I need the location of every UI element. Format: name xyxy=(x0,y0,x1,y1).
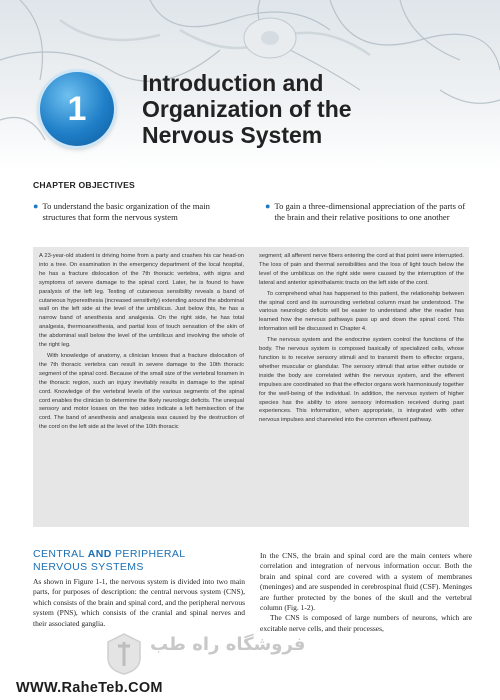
body-paragraph: In the CNS, the brain and spinal cord are the main centers where correlation and integration of nervous information occur. Both the brain and spinal cord are covered with a system of membranes (meninges) and are suspended in cerebrospinal fluid (CSF). Meninges are further protected by the bones of the skull and the vertebral column (Fig. 1-2). xyxy=(260,551,472,613)
chapter-title-line: Introduction and xyxy=(142,70,324,96)
case-paragraph: segment; all afferent nerve fibers entering the cord at that point were interrupted. The loss of pain and thermal sensibilities and the loss of light touch below the level of the umbilicus on the right side were caused by the interruption of the lateral and anterior spinothalamic tracts on the left side of the cord. xyxy=(259,253,464,286)
bullet-icon: ● xyxy=(265,201,271,211)
objective-text: To gain a three-dimensional appreciation of the parts of the brain and their relative positions to one another xyxy=(274,201,466,222)
body-paragraph: As shown in Figure 1-1, the nervous system is divided into two main parts, for purposes of description: the central nervous system (CNS), which consists of the brain and spinal cord, and the peripheral nervous system (PNS), which consists of the cranial and spinal nerves and their associated ganglia. xyxy=(33,577,245,628)
body-paragraph: The CNS is composed of large numbers of neurons, which are excitable nerve cells, and their processes, xyxy=(260,613,472,633)
section-heading-line: NERVOUS SYSTEMS xyxy=(33,561,144,573)
section-heading xyxy=(33,548,243,574)
objective-item xyxy=(33,201,243,222)
case-left-column xyxy=(39,252,244,434)
bullet-icon: ● xyxy=(33,201,39,211)
objective-item xyxy=(265,201,475,222)
objective-text: To understand the basic organization of the main structures that form the nervous system xyxy=(42,201,210,222)
body-left-column xyxy=(33,577,245,629)
watermark-logo-icon xyxy=(104,632,144,676)
case-paragraph: To comprehend what has happened to this patient, the relationship between the spinal cord and its surrounding vertebral column must be understood. The various neurologic deficits will be easier to understand after the reader has learned how the nervous pathways pass up and down the spinal cord. This information will be discussed in Chapter 4. xyxy=(259,290,464,333)
case-paragraph: A 23-year-old student is driving home from a party and crashes his car head-on into a tree. On examination in the emergency department of the local hospital, he has a fracture dislocation of the 7th thoracic vertebra, with signs and symptoms of severe damage to the spinal cord. Later, he is found to have paralysis of the left leg. Testing of cutaneous sensibility reveals a band of cutaneous hyperesthesia (increased sensitivity) extending around the abdominal wall on the left side at the level of the umbilicus. Just below this, he has a narrow band of anesthesia and analgesia. On the right side, he has total analgesia, thermoanesthesia, and partial loss of touch sensation of the skin of the abdominal wall below the level of the umbilicus and involving the whole of the right leg. xyxy=(39,253,244,349)
chapter-number-badge: 1 xyxy=(40,72,114,146)
clinical-case-box xyxy=(33,247,469,527)
chapter-title xyxy=(142,70,442,148)
section-heading-part: CENTRAL xyxy=(33,548,88,560)
chapter-title-line: Nervous System xyxy=(142,122,323,148)
watermark-url[interactable]: WWW.RaheTeb.COM xyxy=(16,680,163,696)
site-watermark xyxy=(0,630,500,700)
chapter-title-line: Organization of the xyxy=(142,96,352,122)
chapter-header xyxy=(0,0,500,170)
case-right-column xyxy=(259,252,464,427)
body-right-column xyxy=(260,551,472,634)
case-paragraph: The nervous system and the endocrine system control the functions of the body. The nervous system is composed basically of specialized cells, whose function is to receive sensory stimuli and to transmit them to effector organs, whether muscular or glandular. The sensory stimuli that arise either outside or inside the body are correlated within the nervous system, and the efferent impulses are coordinated so that the effector organs work harmoniously together for the well-being of the individual. In addition, the nervous system of higher species has the ability to store sensory information received during past experiences. This information, when appropriate, is integrated with other nervous impulses and channeled into the common efferent pathway. xyxy=(259,337,464,424)
watermark-persian-text: فروشگاه راه طب xyxy=(150,634,306,655)
objectives-heading: CHAPTER OBJECTIVES xyxy=(33,180,135,190)
section-heading-part: AND xyxy=(87,548,112,560)
case-paragraph: With knowledge of anatomy, a clinician knows that a fracture dislocation of the 7th thoracic vertebra can result in severe damage to the 10th thoracic segment of the spinal cord. Because of the small size of the vertebral foramen in the thoracic region, such an injury inevitably results in damage to the spinal cord. Knowledge of the vertebral levels of the various segments of the spinal cord enables the clinician to determine the likely neurologic deficits. The unequal sensory and motor losses on the two sides indicate a left hemisection of the cord. The band of anesthesia and analgesia was caused by the destruction of the cord on the left side at the level of the 10th thoracic xyxy=(39,352,244,431)
section-heading-part: PERIPHERAL xyxy=(111,548,186,560)
